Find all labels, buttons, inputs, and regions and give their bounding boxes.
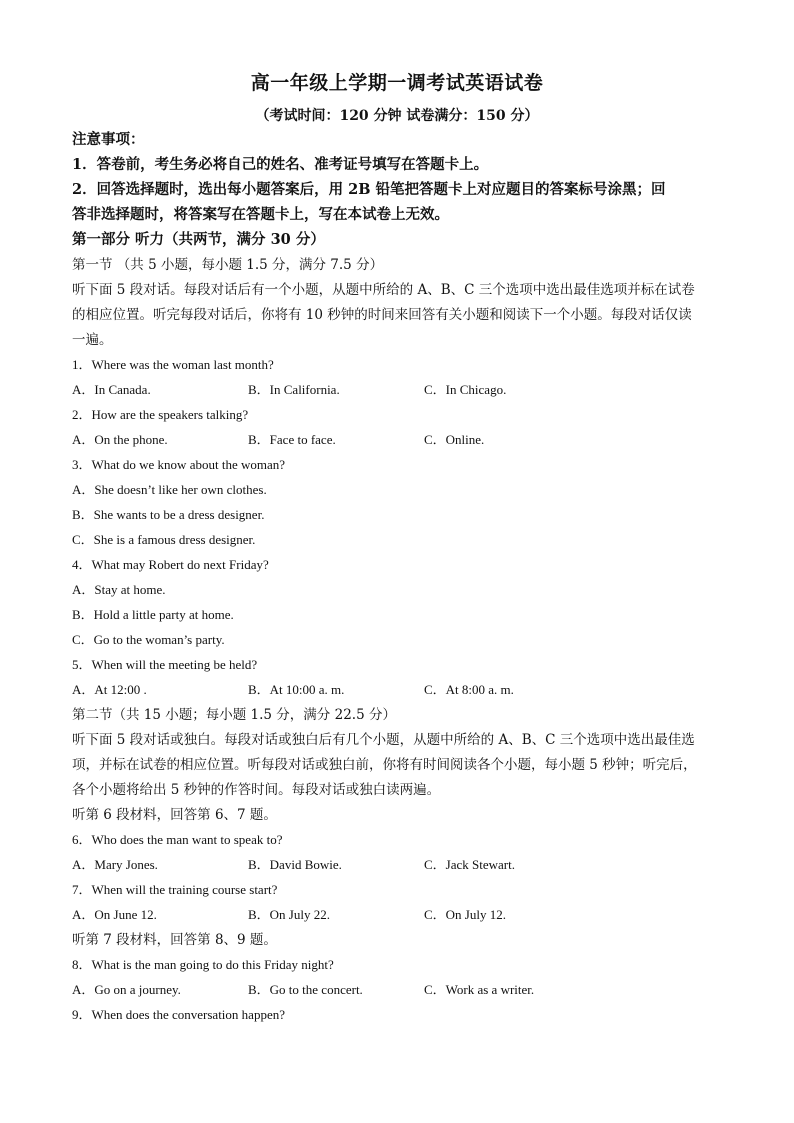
section2-heading: 第二节（共 15 小题；每小题 1.5 分，满分 22.5 分） [72, 707, 396, 723]
question-4: 4．What may Robert do next Friday? [72, 557, 269, 572]
notes-item-1: 1．答卷前，考生务必将自己的姓名、准考证号填写在答题卡上。 [72, 156, 489, 173]
section1-instructions-line-1: 听下面 5 段对话。每段对话后有一个小题，从题中所给的 A、B、C 三个选项中选出最佳选项并标在试卷 [72, 282, 695, 298]
question-6-option-a: A．Mary Jones. [72, 857, 158, 872]
question-5-option-a: A．At 12:00 . [72, 682, 147, 697]
question-7: 7．When will the training course start? [72, 882, 278, 897]
question-5-option-b: B．At 10:00 a. m. [248, 682, 345, 697]
notes-item-2: 2．回答选择题时，选出每小题答案后，用 2B 铅笔把答题卡上对应题目的答案标号涂黑；回 [72, 181, 666, 198]
section2-instructions-line-3: 各个小题将给出 5 秒钟的作答时间。每段对话或独白读两遍。 [72, 782, 441, 798]
material-6-note: 听第 6 段材料，回答第 6、7 题。 [72, 807, 277, 823]
part1-heading: 第一部分 听力（共两节，满分 30 分） [72, 231, 325, 248]
question-7-option-a: A．On June 12. [72, 907, 157, 922]
question-1-option-a: A．In Canada. [72, 382, 151, 397]
notes-item-2-cont: 答非选择题时，将答案写在答题卡上，写在本试卷上无效。 [72, 206, 449, 223]
question-1-option-b: B．In California. [248, 382, 340, 397]
material-7-note: 听第 7 段材料，回答第 8、9 题。 [72, 932, 277, 948]
question-3-option-b: B．She wants to be a dress designer. [72, 507, 265, 522]
notes-heading: 注意事项： [72, 131, 145, 148]
question-2-option-c: C．Online. [424, 432, 485, 447]
question-3-option-c: C．She is a famous dress designer. [72, 532, 256, 547]
question-1: 1．Where was the woman last month? [72, 357, 274, 372]
question-4-option-b: B．Hold a little party at home. [72, 607, 234, 622]
question-4-option-c: C．Go to the woman’s party. [72, 632, 225, 647]
question-5-option-c: C．At 8:00 a. m. [424, 682, 514, 697]
exam-info: （考试时间：120 分钟 试卷满分：150 分） [255, 108, 539, 124]
section2-instructions-line-2: 项，并标在试卷的相应位置。听每段对话或独白前，你将有时间阅读各个小题，每小题 5 秒钟；听完后， [72, 757, 697, 773]
question-3: 3．What do we know about the woman? [72, 457, 286, 472]
section1-instructions-line-3: 一遍。 [72, 332, 113, 348]
question-1-option-c: C．In Chicago. [424, 382, 507, 397]
section1-instructions-line-2: 的相应位置。听完每段对话后，你将有 10 秒钟的时间来回答有关小题和阅读下一个小题。每段对话仅读 [72, 307, 692, 323]
question-2: 2．How are the speakers talking? [72, 407, 249, 422]
question-6: 6．Who does the man want to speak to? [72, 832, 283, 847]
question-8-option-b: B．Go to the concert. [248, 982, 363, 997]
question-4-option-a: A．Stay at home. [72, 582, 166, 597]
question-8-option-a: A．Go on a journey. [72, 982, 181, 997]
question-6-option-c: C．Jack Stewart. [424, 857, 515, 872]
question-7-option-c: C．On July 12. [424, 907, 506, 922]
question-9: 9．When does the conversation happen? [72, 1007, 285, 1022]
question-8: 8．What is the man going to do this Friday night? [72, 957, 334, 972]
page-title: 高一年级上学期一调考试英语试卷 [250, 72, 544, 94]
question-5: 5．When will the meeting be held? [72, 657, 258, 672]
question-6-option-b: B．David Bowie. [248, 857, 342, 872]
section1-heading: 第一节 （共 5 小题，每小题 1.5 分，满分 7.5 分） [72, 257, 384, 273]
question-3-option-a: A．She doesn’t like her own clothes. [72, 482, 267, 497]
question-2-option-b: B．Face to face. [248, 432, 336, 447]
question-7-option-b: B．On July 22. [248, 907, 330, 922]
question-8-option-c: C．Work as a writer. [424, 982, 535, 997]
question-2-option-a: A．On the phone. [72, 432, 168, 447]
section2-instructions-line-1: 听下面 5 段对话或独白。每段对话或独白后有几个小题，从题中所给的 A、B、C 三个选项中选出最佳选 [72, 732, 695, 748]
